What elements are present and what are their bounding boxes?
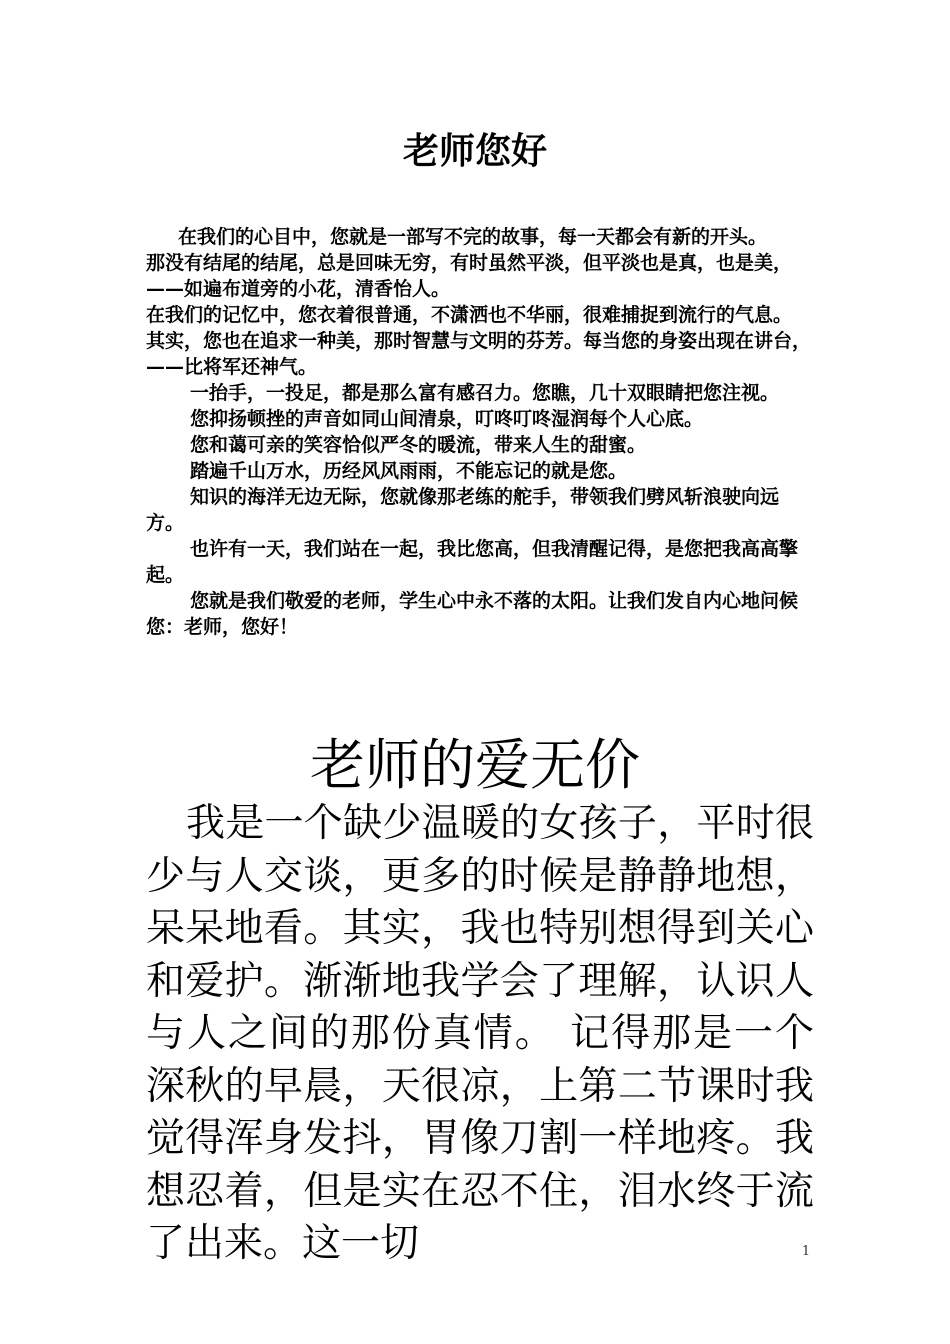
essay-1-body: [146, 224, 814, 640]
essay-1-paragraph: 踏遍千山万水，历经风风雨雨，不能忘记的就是您。: [190, 460, 628, 482]
essay-2-body: 我是一个缺少温暖的女孩子，平时很少与人交谈，更多的时候是静静地想，呆呆地看。其实，我也特别想得到关心和爱护。渐渐地我学会了理解，认识人与人之间的那份真情。 记得那是一个深秋的早晨，天很凉，上第二节课时我觉得浑身发抖，胃像刀割一样地疼。我想忍着，但是实在忍不住，泪水终于流了出来。这一切: [146, 801, 814, 1266]
essay-1-paragraph: 在我们的心目中，您就是一部写不完的故事，每一天都会有新的开头。: [178, 226, 768, 248]
page-number: 1: [801, 1244, 811, 1259]
essay-1-paragraph: 一抬手，一投足，都是那么富有感召力。您瞧，几十双眼睛把您注视。: [190, 382, 780, 404]
essay-1-paragraph: 也许有一天，我们站在一起，我比您高，但我清醒记得，是您把我高高擎起。: [146, 538, 799, 586]
essay-1-paragraph: 知识的海洋无边无际，您就像那老练的舵手，带领我们劈风斩浪驶向远方。: [146, 486, 780, 534]
essay-title-1: 老师您好: [402, 130, 547, 172]
essay-1-paragraph: 您抑扬顿挫的声音如同山间清泉，叮咚叮咚湿润每个人心底。: [190, 408, 704, 430]
essay-1-paragraph: 那没有结尾的结尾，总是回味无穷，有时虽然平淡，但平淡也是真，也是美，——如遍布道旁的小花，清香怡人。: [146, 252, 793, 300]
essay-1-paragraph: 您和蔼可亲的笑容恰似严冬的暖流，带来人生的甜蜜。: [190, 434, 647, 456]
essay-title-2: 老师的爱无价: [309, 733, 640, 797]
essay-1-paragraph: 其实，您也在追求一种美，那时智慧与文明的芬芳。每当您的身姿出现在讲台，——比将军还神气。: [146, 330, 812, 378]
essay-1-paragraph: 在我们的记忆中，您衣着很普通，不潇洒也不华丽，很难捕捉到流行的气息。: [146, 304, 793, 326]
essay-1-paragraph: 您就是我们敬爱的老师，学生心中永不落的太阳。让我们发自内心地问候您：老师，您好！: [146, 590, 799, 638]
